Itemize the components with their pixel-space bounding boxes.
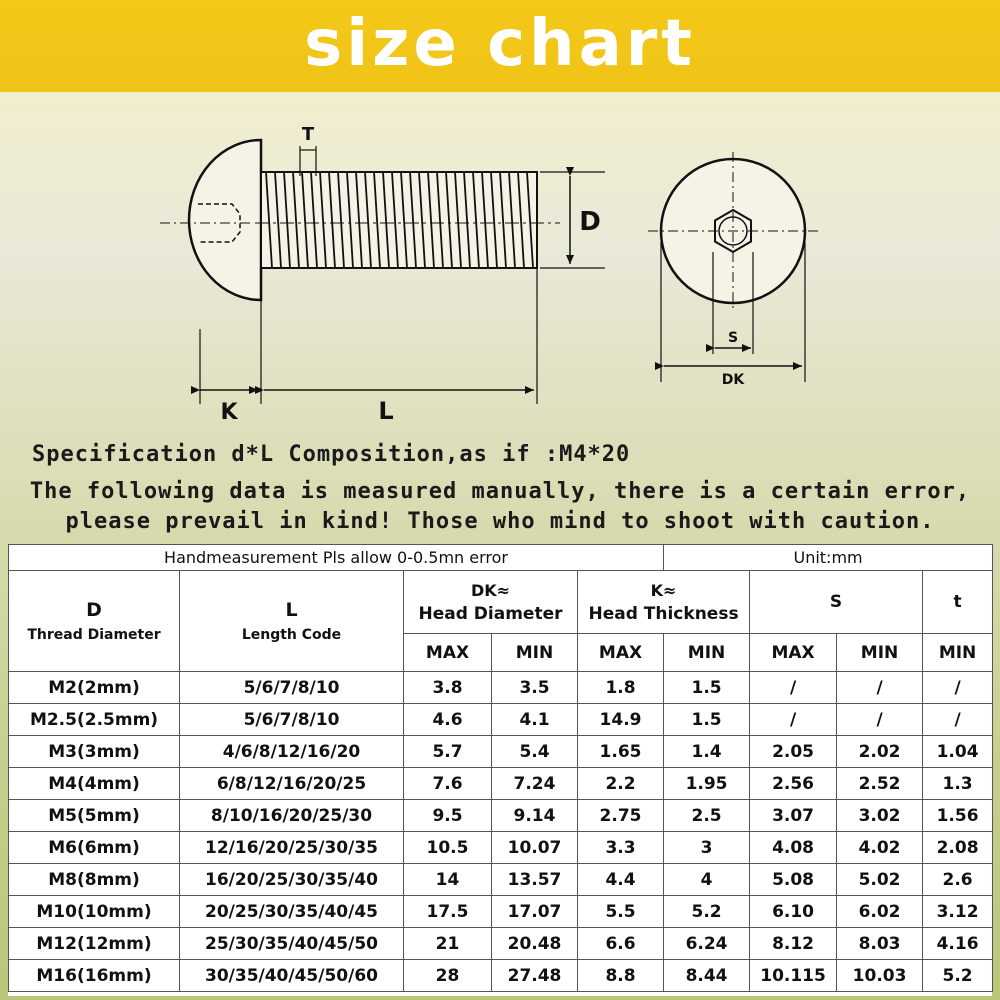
cell-t-min: 2.6 [923, 864, 993, 896]
cell-s-max: 4.08 [750, 832, 837, 864]
cell-k-max: 6.6 [578, 928, 664, 960]
cell-dk-max: 3.8 [404, 672, 492, 704]
table-row [9, 736, 993, 768]
cell-k-min: 8.44 [664, 960, 750, 992]
cell-t-min: / [923, 704, 993, 736]
unit-label: Unit:mm [664, 545, 993, 571]
table-row [9, 672, 993, 704]
cell-s-min: 2.52 [837, 768, 923, 800]
cell-s-min: 3.02 [837, 800, 923, 832]
cell-t-min: 2.08 [923, 832, 993, 864]
size-table-grid [8, 544, 993, 992]
cell-l: 8/10/16/20/25/30 [180, 800, 404, 832]
cell-l: 30/35/40/45/50/60 [180, 960, 404, 992]
cell-k-max: 1.8 [578, 672, 664, 704]
cell-t-min: 1.3 [923, 768, 993, 800]
cell-d: M4(4mm) [9, 768, 180, 800]
cell-l: 5/6/7/8/10 [180, 704, 404, 736]
size-table [8, 544, 992, 996]
cell-k-max: 2.2 [578, 768, 664, 800]
cell-d: M16(16mm) [9, 960, 180, 992]
table-row [9, 832, 993, 864]
cell-dk-max: 14 [404, 864, 492, 896]
table-row [9, 800, 993, 832]
title-banner [0, 0, 1000, 92]
cell-dk-min: 7.24 [492, 768, 578, 800]
cell-dk-min: 10.07 [492, 832, 578, 864]
cell-l: 4/6/8/12/16/20 [180, 736, 404, 768]
spec-line-3: please prevail in kind! Those who mind to shoot with caution. [65, 509, 935, 534]
cell-s-max: / [750, 704, 837, 736]
cell-dk-min: 13.57 [492, 864, 578, 896]
table-row [9, 928, 993, 960]
cell-dk-min: 3.5 [492, 672, 578, 704]
cell-dk-min: 4.1 [492, 704, 578, 736]
label-l: L [378, 397, 394, 425]
cell-t-min: 4.16 [923, 928, 993, 960]
cell-s-min: 2.02 [837, 736, 923, 768]
header-dk-min: MIN [492, 634, 578, 672]
cell-dk-min: 20.48 [492, 928, 578, 960]
cell-t-min: 5.2 [923, 960, 993, 992]
header-head-thickness: K≈ Head Thickness [578, 571, 750, 634]
header-thread-diameter: D Thread Diameter [9, 571, 180, 672]
label-dk: DK [721, 372, 745, 388]
cell-dk-min: 9.14 [492, 800, 578, 832]
header-s-max: MAX [750, 634, 837, 672]
screw-head [189, 140, 261, 300]
cell-k-min: 4 [664, 864, 750, 896]
cell-d: M6(6mm) [9, 832, 180, 864]
cell-k-max: 3.3 [578, 832, 664, 864]
cell-l: 5/6/7/8/10 [180, 672, 404, 704]
header-t-min: MIN [923, 634, 993, 672]
table-row [9, 704, 993, 736]
spec-line-1: Specification d*L Composition,as if :M4*20 [32, 442, 631, 467]
header-head-diameter: DK≈ Head Diameter [404, 571, 578, 634]
header-t: t [923, 571, 993, 634]
cell-d: M5(5mm) [9, 800, 180, 832]
cell-dk-max: 28 [404, 960, 492, 992]
cell-t-min: 3.12 [923, 896, 993, 928]
cell-k-min: 1.4 [664, 736, 750, 768]
cell-l: 25/30/35/40/45/50 [180, 928, 404, 960]
cell-dk-max: 5.7 [404, 736, 492, 768]
cell-dk-min: 5.4 [492, 736, 578, 768]
header-length-code: L Length Code [180, 571, 404, 672]
cell-l: 16/20/25/30/35/40 [180, 864, 404, 896]
cell-d: M2(2mm) [9, 672, 180, 704]
cell-dk-max: 9.5 [404, 800, 492, 832]
cell-dk-max: 4.6 [404, 704, 492, 736]
cell-s-max: 6.10 [750, 896, 837, 928]
cell-k-max: 8.8 [578, 960, 664, 992]
cell-k-min: 1.95 [664, 768, 750, 800]
cell-k-min: 1.5 [664, 704, 750, 736]
spec-line-2: The following data is measured manually, there is a certain error, [29, 479, 971, 504]
label-k: K [220, 400, 238, 425]
cell-s-min: / [837, 672, 923, 704]
cell-k-max: 4.4 [578, 864, 664, 896]
cell-dk-max: 21 [404, 928, 492, 960]
header-s: S [750, 571, 923, 634]
cell-s-min: 8.03 [837, 928, 923, 960]
cell-s-min: 6.02 [837, 896, 923, 928]
banner-title: size chart [304, 7, 696, 81]
label-d: D [579, 207, 601, 237]
cell-s-min: 4.02 [837, 832, 923, 864]
label-t: T [301, 124, 315, 145]
cell-k-max: 2.75 [578, 800, 664, 832]
cell-k-max: 5.5 [578, 896, 664, 928]
cell-t-min: 1.56 [923, 800, 993, 832]
cell-d: M12(12mm) [9, 928, 180, 960]
header-k-max: MAX [578, 634, 664, 672]
cell-k-max: 1.65 [578, 736, 664, 768]
label-s: S [727, 330, 739, 346]
header-k-min: MIN [664, 634, 750, 672]
cell-l: 6/8/12/16/20/25 [180, 768, 404, 800]
header-dk-max: MAX [404, 634, 492, 672]
cell-t-min: / [923, 672, 993, 704]
cell-dk-max: 10.5 [404, 832, 492, 864]
table-row [9, 960, 993, 992]
cell-k-min: 2.5 [664, 800, 750, 832]
table-row [9, 768, 993, 800]
cell-d: M3(3mm) [9, 736, 180, 768]
cell-l: 12/16/20/25/30/35 [180, 832, 404, 864]
cell-dk-max: 7.6 [404, 768, 492, 800]
side-view [160, 140, 605, 404]
cell-k-min: 6.24 [664, 928, 750, 960]
cell-dk-min: 17.07 [492, 896, 578, 928]
table-row [9, 896, 993, 928]
cell-s-max: 2.05 [750, 736, 837, 768]
cell-k-min: 1.5 [664, 672, 750, 704]
cell-s-max: / [750, 672, 837, 704]
cell-d: M2.5(2.5mm) [9, 704, 180, 736]
cell-t-min: 1.04 [923, 736, 993, 768]
cell-s-max: 5.08 [750, 864, 837, 896]
cell-k-max: 14.9 [578, 704, 664, 736]
error-note: Handmeasurement Pls allow 0-0.5mn error [9, 545, 664, 571]
cell-s-min: 10.03 [837, 960, 923, 992]
cell-s-max: 3.07 [750, 800, 837, 832]
cell-s-max: 2.56 [750, 768, 837, 800]
cell-s-max: 8.12 [750, 928, 837, 960]
cell-dk-max: 17.5 [404, 896, 492, 928]
cell-l: 20/25/30/35/40/45 [180, 896, 404, 928]
cell-s-max: 10.115 [750, 960, 837, 992]
cell-s-min: / [837, 704, 923, 736]
top-view [648, 152, 818, 382]
cell-s-min: 5.02 [837, 864, 923, 896]
table-row [9, 864, 993, 896]
screw-diagram [0, 92, 1000, 442]
header-s-min: MIN [837, 634, 923, 672]
cell-d: M8(8mm) [9, 864, 180, 896]
cell-d: M10(10mm) [9, 896, 180, 928]
cell-k-min: 5.2 [664, 896, 750, 928]
cell-k-min: 3 [664, 832, 750, 864]
cell-dk-min: 27.48 [492, 960, 578, 992]
